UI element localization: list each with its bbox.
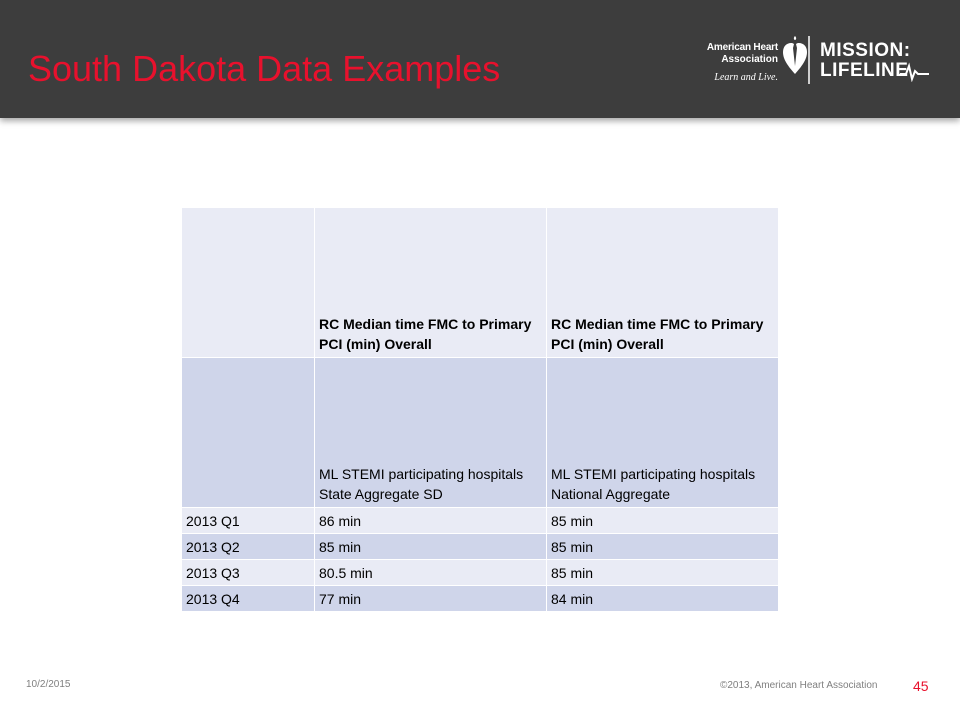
table-subheader-row <box>182 358 779 508</box>
aha-logo-line1: American Heart <box>706 42 778 53</box>
table-cell: 77 min <box>315 586 547 612</box>
table-cell: 80.5 min <box>315 560 547 586</box>
aha-logo-tagline: Learn and Live. <box>714 72 778 83</box>
table-row <box>182 534 779 560</box>
table-cell <box>182 208 315 358</box>
mission-lifeline-line2: LIFELINE <box>820 60 909 81</box>
heart-torch-icon <box>782 36 808 76</box>
table-cell: 2013 Q4 <box>182 586 315 612</box>
table-header-cell: RC Median time FMC to Primary PCI (min) Overall <box>315 208 547 358</box>
table-cell: 85 min <box>315 534 547 560</box>
aha-logo-line2: Association <box>721 54 778 65</box>
table-cell <box>182 358 315 508</box>
footer-date: 10/2/2015 <box>26 679 71 690</box>
table-cell: 86 min <box>315 508 547 534</box>
heartbeat-line-icon <box>900 62 930 82</box>
table-header-row <box>182 208 779 358</box>
page-number: 45 <box>913 678 929 694</box>
footer-copyright: ©2013, American Heart Association <box>720 680 878 691</box>
table-cell: 2013 Q2 <box>182 534 315 560</box>
table-cell: 85 min <box>547 508 779 534</box>
table-subheader-cell: ML STEMI participating hospitals National Aggregate <box>547 358 779 508</box>
table-row <box>182 560 779 586</box>
data-table <box>181 207 779 612</box>
table-cell: 85 min <box>547 560 779 586</box>
table-cell: 2013 Q1 <box>182 508 315 534</box>
slide-title: South Dakota Data Examples <box>28 48 501 89</box>
table-row <box>182 586 779 612</box>
aha-logo <box>690 36 810 90</box>
slide-header <box>0 0 960 118</box>
table-subheader-cell: ML STEMI participating hospitals State Aggregate SD <box>315 358 547 508</box>
table-row <box>182 508 779 534</box>
mission-lifeline-line1: MISSION: <box>820 40 911 61</box>
logo-divider <box>808 36 810 84</box>
mission-lifeline-logo <box>820 40 940 84</box>
table-header-cell: RC Median time FMC to Primary PCI (min) Overall <box>547 208 779 358</box>
table-cell: 85 min <box>547 534 779 560</box>
table-cell: 2013 Q3 <box>182 560 315 586</box>
table-cell: 84 min <box>547 586 779 612</box>
